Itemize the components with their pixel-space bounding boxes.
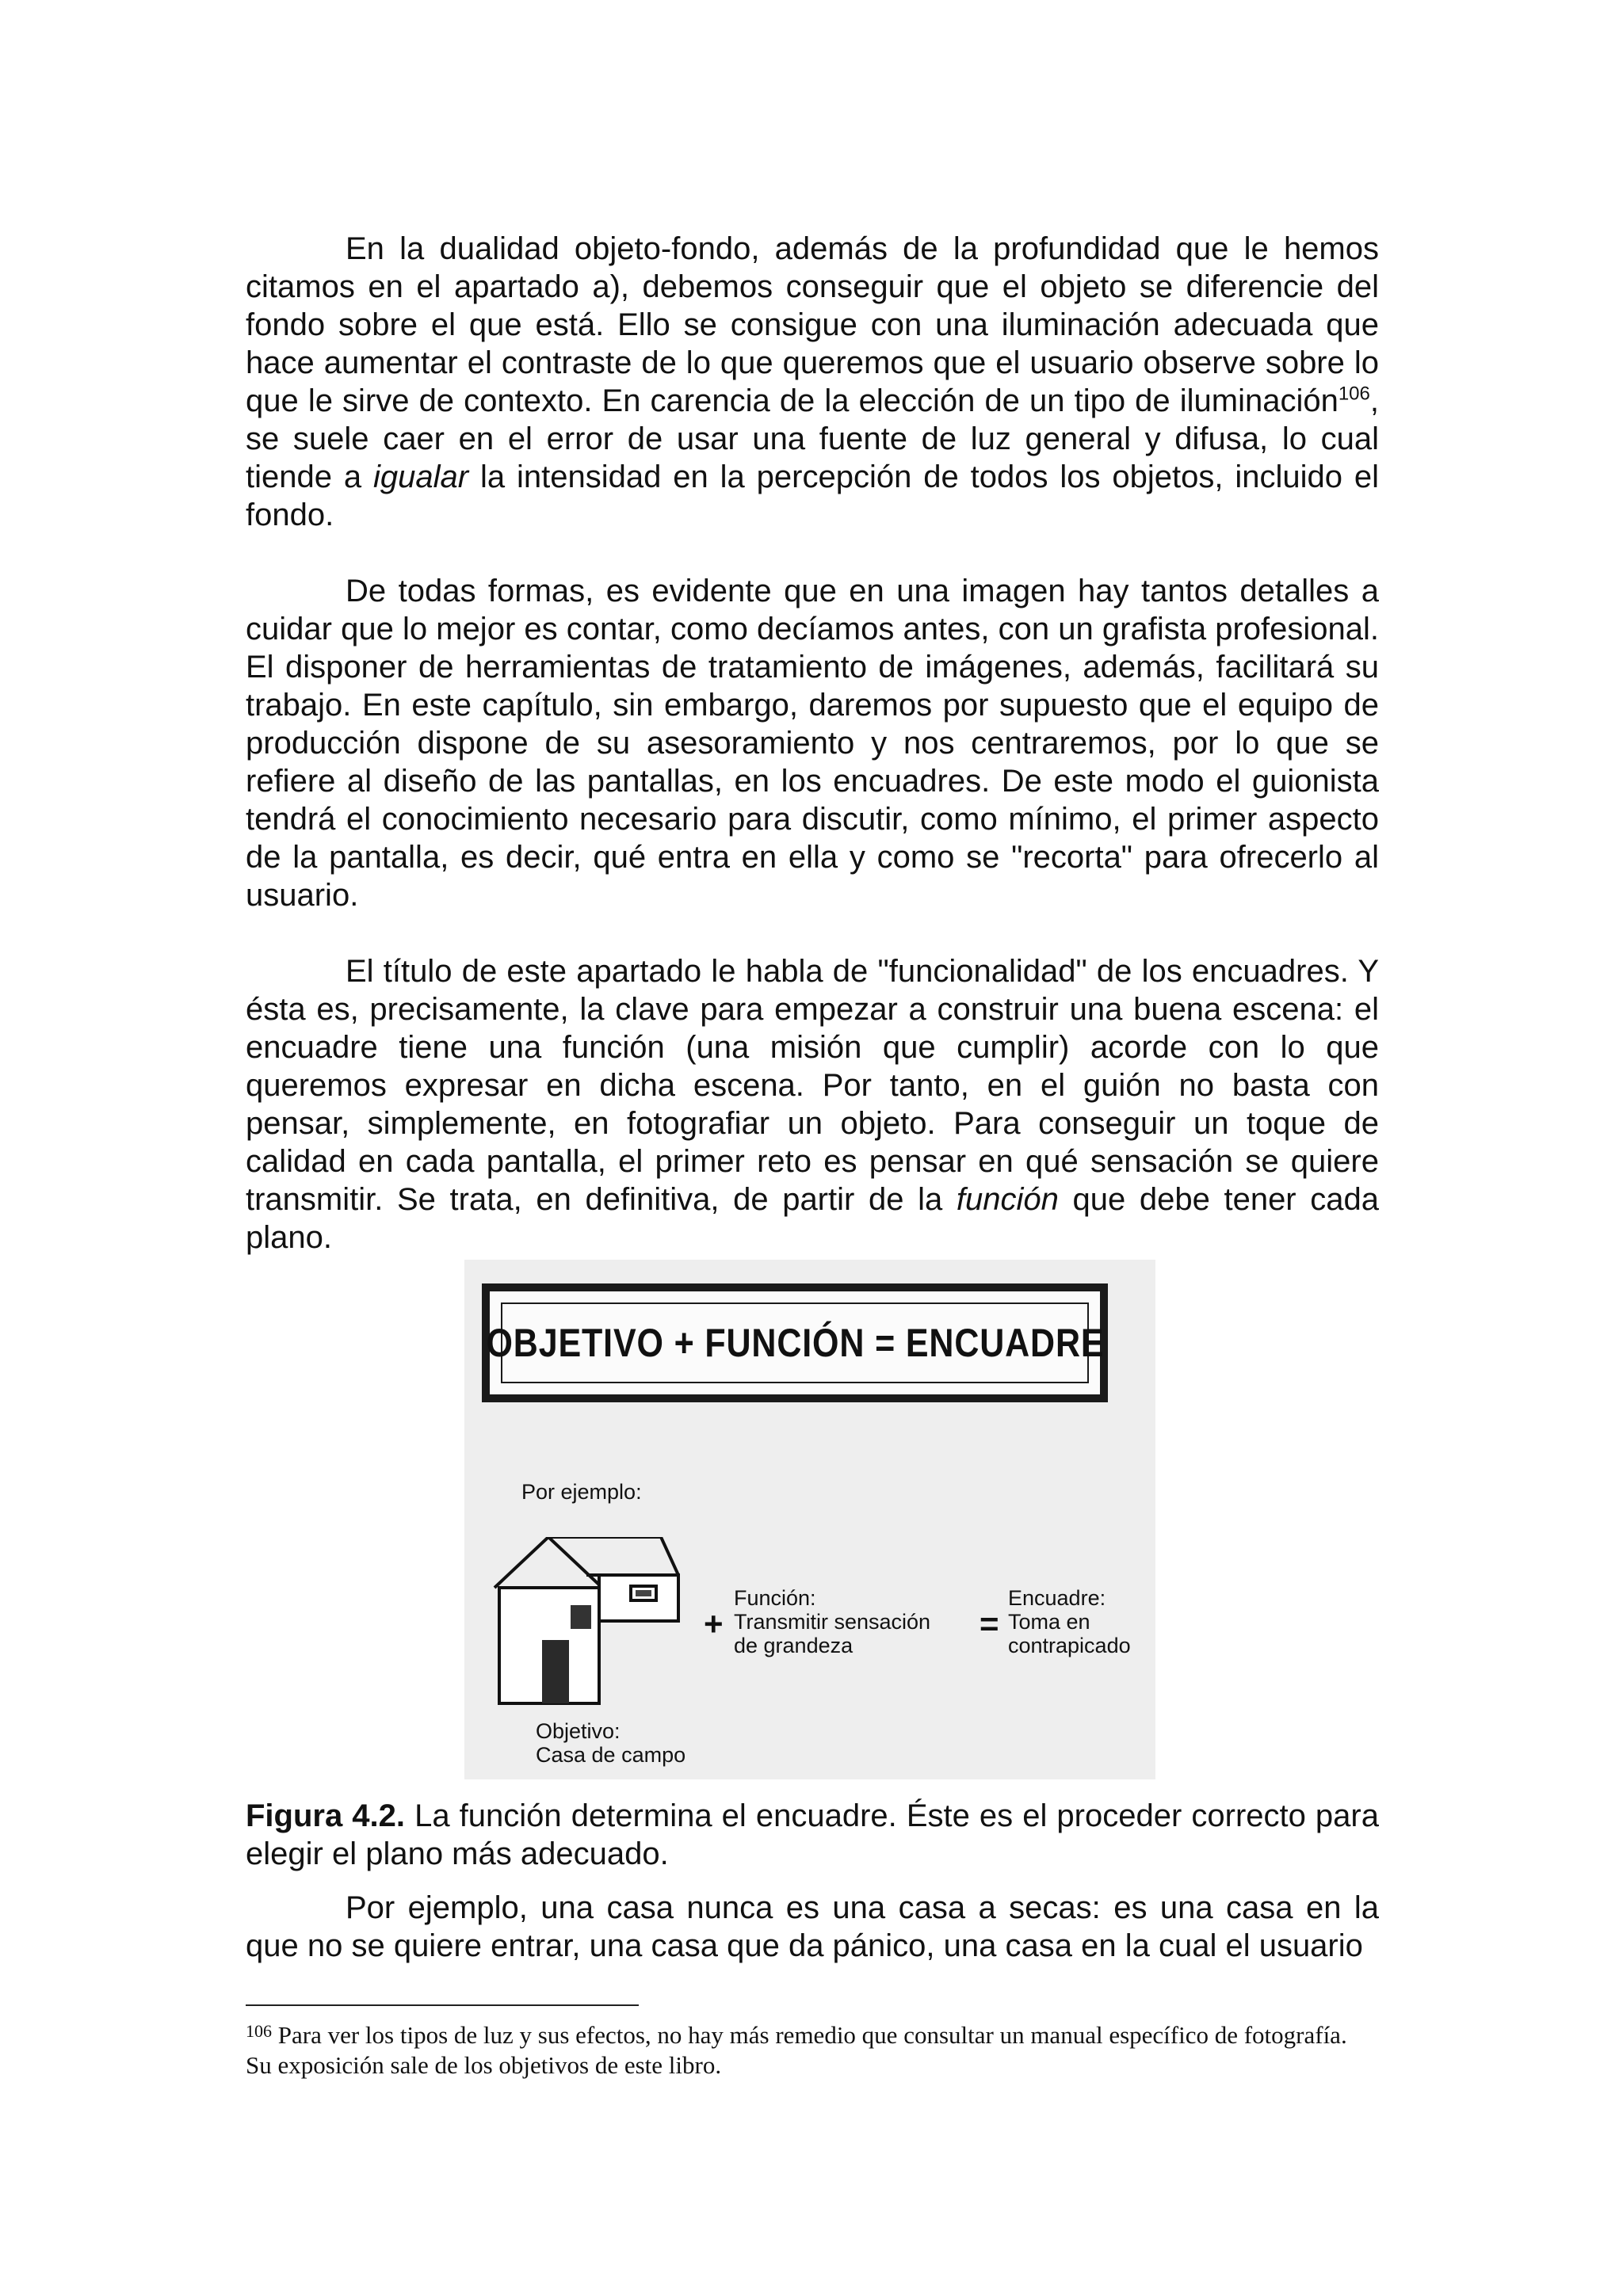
- paragraph-1: [246, 230, 1379, 534]
- caption-label: Figura 4.2.: [246, 1798, 406, 1833]
- equals-sign: =: [980, 1605, 999, 1642]
- footnote-number: 106: [246, 2021, 272, 2041]
- framing-label: Encuadre: Toma en contrapicado: [1008, 1586, 1131, 1657]
- example-label: Por ejemplo:: [521, 1480, 642, 1504]
- paragraph-1-text: En la dualidad objeto-fondo, además de la profundidad que le hemos citamos en el apartado a), debemos conseguir que el objeto se diferencie del fondo sobre el que está. Ello se consigue con una iluminación adecuada que hace aumentar el contraste de lo que queremos que el usuario observe sobre lo que le sirve de contexto. En carencia de la elección de un tipo de iluminación: [246, 231, 1379, 418]
- plus-sign: +: [704, 1605, 724, 1642]
- page-body: [246, 230, 1379, 1965]
- emphasis-funcion: función: [956, 1182, 1059, 1217]
- footnote-text: Para ver los tipos de luz y sus efectos, no hay más remedio que consultar un manual específico de fotografía. Su exposición sale de los objetivos de este libro.: [246, 2021, 1347, 2079]
- paragraph-3: [246, 952, 1379, 1257]
- paragraph-3-text: El título de este apartado le habla de "funcionalidad" de los encuadres. Y ésta es, precisamente, la clave para empezar a construir una buena escena: el encuadre tiene una función (una misión que cumplir) acorde con lo que queremos expresar en dicha escena. Por tanto, en el guión no basta con pensar, simplemente, en fotografiar un objeto. Para conseguir un toque de calidad en cada pantalla, el primer reto es pensar en qué sensación se quiere transmitir. Se trata, en definitiva, de partir de la: [246, 954, 1379, 1217]
- paragraph-4: Por ejemplo, una casa nunca es una casa a secas: es una casa en la que no se quiere entrar, una casa que da pánico, una casa en la cual el usuario: [246, 1890, 1379, 1963]
- equation-text: OBJETIVO + FUNCIÓN = ENCUADRE: [486, 1321, 1104, 1365]
- footnote: [246, 2020, 1379, 2081]
- equation-box-inner: [486, 1302, 1104, 1383]
- paragraph-1-end: la intensidad en la percepción de todos los objetos, incluido el fondo.: [246, 460, 1379, 532]
- footnote-divider: [246, 2004, 639, 2006]
- equation-box: [482, 1283, 1108, 1402]
- function-label: Función: Transmitir sensación de grandeza: [734, 1586, 931, 1657]
- figure-caption: [246, 1797, 1379, 1873]
- figure-4-2: [464, 1260, 1155, 1779]
- paragraph-1-middle: , se suele caer en el error de usar una fuente de luz general y difusa, lo cual tiende a: [246, 383, 1379, 494]
- paragraph-2: De todas formas, es evidente que en una imagen hay tantos detalles a cuidar que lo mejor es contar, como decíamos antes, con un grafista profesional. El disponer de herramientas de tratamiento de imágenes, además, facilitará su trabajo. En este capítulo, sin embargo, daremos por supuesto que el equipo de producción dispone de su asesoramiento y nos centraremos, por lo que se refiere al diseño de las pantallas, en los encuadres. De este modo el guionista tendrá el conocimiento necesario para discutir, como mínimo, el primer aspecto de la pantalla, es decir, qué entra en ella y como se "recorta" para ofrecerlo al usuario.: [246, 574, 1379, 913]
- objective-label: Objetivo: Casa de campo: [536, 1719, 686, 1767]
- paragraph-3-end: que debe tener cada plano.: [246, 1182, 1380, 1255]
- house-icon: [491, 1537, 682, 1705]
- emphasis-igualar: igualar: [373, 460, 469, 494]
- footnote-reference[interactable]: 106: [1338, 383, 1370, 405]
- caption-text: La función determina el encuadre. Éste es el proceder correcto para elegir el plano más adecuado.: [246, 1798, 1379, 1871]
